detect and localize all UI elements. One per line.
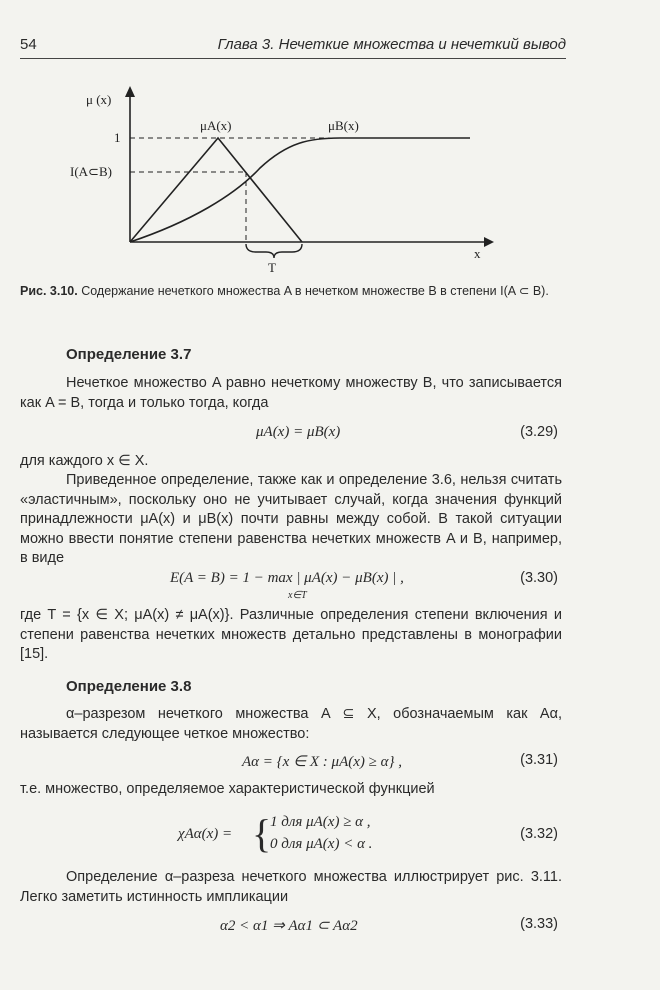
def38-para1: α–разрезом нечеткого множества A ⊆ X, обозначаемым как Aα, называется следующее четкое множество:: [20, 706, 562, 742]
tick-inclusion: I(A⊂B): [70, 164, 112, 179]
eq-3-31-body: Aα = {x ∈ X : μA(x) ≥ α} ,: [242, 754, 402, 770]
eq-3-30-body: E(A = B) = 1 − max | μA(x) − μB(x) | ,: [170, 570, 404, 586]
x-axis-arrow-icon: [484, 237, 494, 247]
label-mu-a: μA(x): [200, 118, 232, 133]
caption-text: Содержание нечеткого множества A в нечетком множестве B в степени I(A ⊂ B).: [81, 284, 549, 298]
def38-para2: т.е. множество, определяемое характеристической функцией: [20, 781, 435, 797]
eq-3-30-subscript: x∈T: [288, 590, 307, 601]
eq-3-32-case1: 1 для μA(x) ≥ α ,: [270, 814, 371, 830]
figure-3-10: [0, 0, 660, 280]
label-mu-b: μB(x): [328, 118, 359, 133]
label-t: T: [268, 260, 276, 275]
caption-label: Рис. 3.10.: [20, 284, 78, 298]
y-axis-arrow-icon: [125, 86, 135, 97]
heading-def-3-8: Определение 3.8: [66, 678, 192, 695]
y-axis-label: μ (x): [86, 92, 112, 107]
eq-3-32-number: (3.32): [520, 826, 558, 842]
def37-para3: Приведенное определение, также как и определение 3.6, нельзя считать «эластичным», поскольку оно не учитывает случай, когда значения функций принадлежности μA(x) и μB(x) почти равны между собой. В такой ситуации можно ввести понятие степени равенства нечетких множеств A и B, например, в виде: [20, 472, 562, 566]
equation-3-32: [20, 812, 562, 862]
def37-para4: где T = {x ∈ X; μA(x) ≠ μA(x)}. Различные определения степени включения и степени равенства нечетких множеств детально представлены в монографии [15].: [20, 607, 562, 662]
running-head: Глава 3. Нечеткие множества и нечеткий вывод: [217, 36, 566, 53]
equation-3-31: [20, 752, 562, 776]
eq-3-32-lhs: χAα(x) =: [178, 826, 233, 842]
def37-para1: Нечеткое множество A равно нечеткому множеству B, что записывается как A = B, тогда и только тогда, когда: [20, 375, 562, 411]
eq-3-32-brace: {: [252, 811, 272, 856]
t-brace: [246, 244, 302, 258]
eq-3-32-case2: 0 для μA(x) < α .: [270, 836, 373, 852]
page-number: 54: [20, 36, 37, 53]
def38-para3: Определение α–разреза нечеткого множества иллюстрирует рис. 3.11. Легко заметить истинность импликации: [20, 869, 562, 905]
heading-def-3-7: Определение 3.7: [66, 346, 192, 363]
eq-3-30-number: (3.30): [520, 570, 558, 586]
figure-caption: [20, 282, 560, 300]
eq-3-29-body: μA(x) = μB(x): [256, 424, 341, 440]
eq-3-33-number: (3.33): [520, 916, 558, 932]
eq-3-29-number: (3.29): [520, 424, 558, 440]
x-axis-label: x: [474, 246, 481, 261]
def37-para2: для каждого x ∈ X.: [20, 453, 149, 469]
tick-one: 1: [114, 130, 121, 145]
equation-3-33: [20, 916, 562, 940]
series-mu-b-curve: [130, 138, 470, 242]
eq-3-31-number: (3.31): [520, 752, 558, 768]
equation-3-29: [20, 424, 562, 448]
equation-3-30: [20, 570, 562, 601]
eq-3-33-body: α2 < α1 ⇒ Aα1 ⊂ Aα2: [220, 918, 358, 934]
series-mu-a-curve: [130, 138, 302, 242]
